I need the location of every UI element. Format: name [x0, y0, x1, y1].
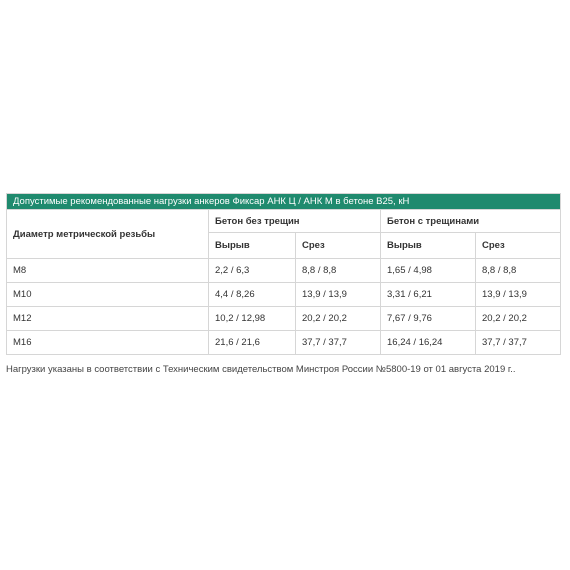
table-cell: 20,2 / 20,2 [296, 307, 381, 331]
table-cell: 37,7 / 37,7 [476, 331, 561, 355]
row-label: М8 [7, 259, 209, 283]
table-cell: 10,2 / 12,98 [209, 307, 296, 331]
table-cell: 16,24 / 16,24 [381, 331, 476, 355]
table-title-row [7, 194, 561, 210]
table-cell: 8,8 / 8,8 [476, 259, 561, 283]
row-label: М12 [7, 307, 209, 331]
table-cell: 21,6 / 21,6 [209, 331, 296, 355]
table-cell: 3,31 / 6,21 [381, 283, 476, 307]
group-header-row [7, 210, 561, 233]
table-row [7, 283, 561, 307]
table-cell: 8,8 / 8,8 [296, 259, 381, 283]
row-label: М16 [7, 331, 209, 355]
sub-header-pullout: Вырыв [209, 233, 296, 259]
load-table [6, 193, 561, 355]
table-row [7, 259, 561, 283]
sub-header-pullout: Вырыв [381, 233, 476, 259]
table-row [7, 307, 561, 331]
table-cell: 37,7 / 37,7 [296, 331, 381, 355]
param-header: Диаметр метрической резьбы [7, 210, 209, 259]
footnote: Нагрузки указаны в соответствии с Техническим свидетельством Минстроя России №5800-19 от 01 августа 2019 г.. [6, 364, 516, 375]
group-header-cracked: Бетон с трещинами [381, 210, 561, 233]
sub-header-shear: Срез [476, 233, 561, 259]
table-row [7, 331, 561, 355]
row-label: М10 [7, 283, 209, 307]
sub-header-shear: Срез [296, 233, 381, 259]
group-header-uncracked: Бетон без трещин [209, 210, 381, 233]
load-table-container [6, 193, 562, 355]
table-title: Допустимые рекомендованные нагрузки анкеров Фиксар АНК Ц / АНК М в бетоне В25, кН [7, 194, 561, 210]
table-cell: 13,9 / 13,9 [476, 283, 561, 307]
table-cell: 2,2 / 6,3 [209, 259, 296, 283]
table-cell: 20,2 / 20,2 [476, 307, 561, 331]
table-cell: 7,67 / 9,76 [381, 307, 476, 331]
table-cell: 4,4 / 8,26 [209, 283, 296, 307]
table-cell: 1,65 / 4,98 [381, 259, 476, 283]
table-cell: 13,9 / 13,9 [296, 283, 381, 307]
